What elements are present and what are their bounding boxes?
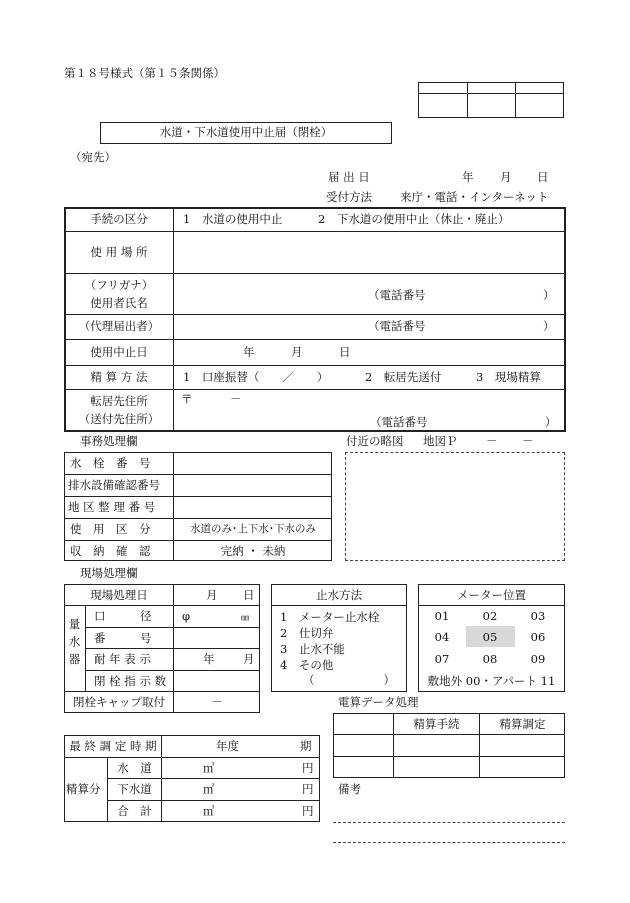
procedure-option-sewer[interactable]: 2 下水道の使用中止（休止・廃止） xyxy=(318,212,510,226)
stop-method-other-paren: （ ） xyxy=(303,673,395,687)
map-heading: 付近の略図 xyxy=(346,434,404,448)
map-page-label: 地図Ｐ xyxy=(423,434,458,448)
meter-position-cell[interactable]: 02 xyxy=(482,609,498,623)
meter-position-cell[interactable]: 08 xyxy=(482,652,498,666)
stop-date-year: 年 xyxy=(243,345,255,359)
settlement-option-forward[interactable]: 2 転居先送付 xyxy=(365,370,442,384)
meter-position-cell-selected[interactable]: 05 xyxy=(482,630,498,644)
meter-row-label: 番 号 xyxy=(94,631,152,645)
stop-method-heading: 止水方法 xyxy=(316,588,362,602)
meter-diameter-symbol: φ xyxy=(182,609,191,623)
agent-label: （代理届出者） xyxy=(78,319,160,333)
office-row-label: 水 栓 番 号 xyxy=(70,456,151,470)
postal-dash: － xyxy=(230,392,242,406)
settlement-label: 精 算 方 法 xyxy=(90,370,148,384)
final-assessment-label: 最 終 調 定 時 期 xyxy=(69,739,157,753)
meter-position-cell[interactable]: 07 xyxy=(434,652,450,666)
meter-group-label: 量水器 xyxy=(67,618,82,671)
yen-unit: 円 xyxy=(302,782,314,796)
office-row-label: 収 納 確 認 xyxy=(70,544,151,558)
settlement-option-onsite[interactable]: 3 現場精算 xyxy=(476,370,541,384)
forward-phone-close: ） xyxy=(545,415,557,429)
cubic-meter-unit: ㎥ xyxy=(203,761,215,775)
postal-mark-icon: 〒 xyxy=(181,392,193,406)
location-field[interactable] xyxy=(175,233,564,272)
final-row-label: 下水道 xyxy=(117,782,152,796)
forward-address-sublabel: （送付先住所） xyxy=(78,412,160,426)
final-fiscal-year: 年度 xyxy=(216,739,239,753)
stop-method-item[interactable]: 1 メーター止水栓 xyxy=(280,610,380,624)
settlement-group-label: 精算分 xyxy=(66,782,101,796)
meter-position-cell[interactable]: 01 xyxy=(434,609,450,623)
map-dash: － xyxy=(486,434,498,448)
map-area[interactable] xyxy=(345,452,565,561)
meter-row-label: 閉 栓 指 示 数 xyxy=(94,674,167,688)
settlement-option-bank[interactable]: 1 口座振替（ ／ ） xyxy=(183,370,329,384)
remarks-label: 備考 xyxy=(338,782,361,796)
user-phone-close: ） xyxy=(543,288,555,302)
cubic-meter-unit: ㎥ xyxy=(203,782,215,796)
meter-position-footer: 敷地外 00・アパート 11 xyxy=(427,674,556,688)
cubic-meter-unit: ㎥ xyxy=(203,804,215,818)
location-label: 使 用 場 所 xyxy=(90,245,148,259)
forward-phone-label: （電話番号 xyxy=(370,415,428,429)
meter-position-cell[interactable]: 06 xyxy=(530,630,546,644)
form-number: 第１８号様式（第１５条関係） xyxy=(64,66,225,80)
remarks-line[interactable] xyxy=(333,822,565,823)
meter-position-heading: メーター位置 xyxy=(457,588,526,602)
field-date-label: 現場処理日 xyxy=(90,588,148,602)
meter-diameter-unit: ㎜ xyxy=(241,613,249,622)
usage-category-value: 水道のみ･上下水･下水のみ xyxy=(190,523,316,535)
meter-age-year: 年 xyxy=(203,652,215,666)
cap-value: － xyxy=(211,695,223,709)
addressee: （宛先） xyxy=(70,150,116,164)
final-row-label: 合 計 xyxy=(117,804,152,818)
reception-method-options: 来庁・電話・インターネット xyxy=(400,190,549,204)
cap-label: 閉栓キャップ取付 xyxy=(73,695,165,709)
meter-position-cell[interactable]: 03 xyxy=(530,609,546,623)
stop-date-month: 月 xyxy=(291,345,303,359)
submission-month: 月 xyxy=(500,170,512,184)
payment-status-value: 完納 ・ 未納 xyxy=(220,544,286,558)
meter-position-cell[interactable]: 04 xyxy=(434,630,450,644)
forward-address-label: 転居先住所 xyxy=(90,394,148,408)
final-row-label: 水 道 xyxy=(117,761,152,775)
electronic-col-settlement-assessment: 精算調定 xyxy=(499,717,546,731)
yen-unit: 円 xyxy=(302,761,314,775)
map-dash: － xyxy=(522,434,534,448)
submission-year: 年 xyxy=(462,170,474,184)
reception-method-label: 受付方法 xyxy=(326,190,372,204)
field-heading: 現場処理欄 xyxy=(80,566,138,580)
meter-row-label: 耐 年 表 示 xyxy=(94,652,151,666)
office-row-label: 地 区 整 理 番 号 xyxy=(68,500,156,514)
meter-position-cell[interactable]: 09 xyxy=(530,652,546,666)
stop-date-day: 日 xyxy=(339,345,351,359)
yen-unit: 円 xyxy=(302,804,314,818)
submission-date-label: 届 出 日 xyxy=(328,170,370,184)
final-period: 期 xyxy=(300,739,312,753)
user-phone-label: （電話番号 xyxy=(368,288,426,302)
meter-row-label: 口 径 xyxy=(94,609,152,623)
furigana-label: （フリガナ） xyxy=(84,278,154,292)
field-date-month: 月 xyxy=(206,588,218,602)
form-title: 水道・下水道使用中止届（閉栓） xyxy=(159,125,333,139)
office-heading: 事務処理欄 xyxy=(80,434,138,448)
remarks-line[interactable] xyxy=(333,842,565,843)
electronic-heading: 電算データ処理 xyxy=(338,695,419,709)
procedure-option-water[interactable]: 1 水道の使用中止 xyxy=(183,212,283,226)
submission-day: 日 xyxy=(537,170,549,184)
stop-date-label: 使用中止日 xyxy=(90,345,148,359)
agent-phone-label: （電話番号 xyxy=(368,319,426,333)
office-row-label: 使 用 区 分 xyxy=(70,522,151,536)
stop-method-item[interactable]: 4 その他 xyxy=(280,658,334,672)
electronic-col-settlement-procedure: 精算手続 xyxy=(413,717,460,731)
stop-method-item[interactable]: 2 仕切弁 xyxy=(280,626,334,640)
user-name-label: 使用者氏名 xyxy=(90,296,148,310)
meter-age-month: 月 xyxy=(243,652,255,666)
office-row-label: 排水設備確認番号 xyxy=(68,478,160,492)
stop-method-item[interactable]: 3 止水不能 xyxy=(280,642,345,656)
procedure-label: 手続の区分 xyxy=(90,212,148,226)
field-date-day: 日 xyxy=(243,588,255,602)
agent-phone-close: ） xyxy=(543,319,555,333)
